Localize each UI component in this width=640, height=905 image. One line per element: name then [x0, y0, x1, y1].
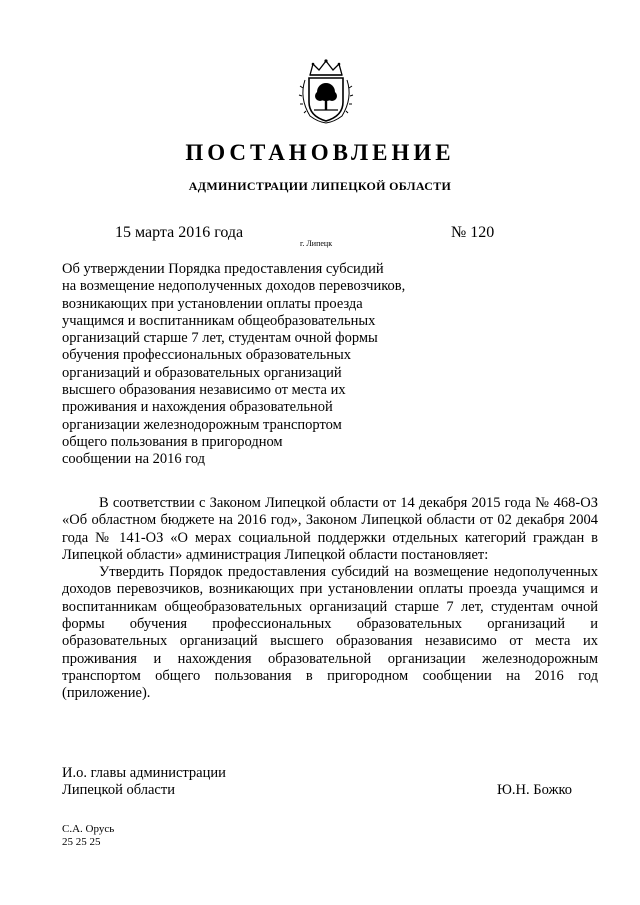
subject-line: организаций старше 7 лет, студентам очной формы	[62, 330, 378, 347]
signatory-position-line1: И.о. главы администрации	[62, 765, 226, 781]
subject-line: проживания и нахождения образовательной	[62, 399, 333, 416]
document-date: 15 марта 2016 года	[115, 224, 244, 241]
subject-line: сообщении на 2016 год	[62, 451, 206, 468]
document-subject	[62, 261, 442, 469]
subject-line: организации железнодорожным транспортом	[62, 416, 342, 433]
document-city: г. Липецк	[300, 239, 333, 248]
executor-block	[62, 823, 114, 849]
executor-name: С.А. Орусь	[62, 823, 115, 835]
issuing-authority: АДМИНИСТРАЦИИ ЛИПЕЦКОЙ ОБЛАСТИ	[188, 179, 452, 193]
signatory-name: Ю.Н. Божко	[497, 782, 573, 798]
signatory-position-line2: Липецкой области	[62, 782, 175, 798]
resolution-paragraph: Утвердить Порядок предоставления субсидий на возмещение недополученных доходов перевозчиков, возникающих при установлении оплаты проезда учащимся и воспитанникам общеобразовательных организаций старше 7 лет, студентам очной формы обучения профессиональных образовательных организаций и образовательных организаций высшего образования независимо от места их проживания и нахождения образовательной организации железнодорожным транспортом общего пользования в пригородном сообщении на 2016 год (приложение).	[62, 564, 598, 702]
subject-line: высшего образования независимо от места их	[62, 382, 346, 399]
executor-phone: 25 25 25	[62, 836, 101, 848]
subject-line: на возмещение недополученных доходов перевозчиков,	[62, 278, 406, 295]
document-body	[62, 495, 598, 703]
coat-of-arms-icon	[296, 58, 356, 124]
subject-line: организаций и образовательных организаций	[62, 364, 342, 381]
subject-line: учащимся и воспитанникам общеобразовательных	[62, 312, 376, 329]
document-title: ПОСТАНОВЛЕНИЕ	[185, 140, 455, 165]
preamble-paragraph: В соответствии с Законом Липецкой области от 14 декабря 2015 года № 468-ОЗ «Об областном бюджете на 2016 год», Законом Липецкой области от 02 декабря 2004 года № 141-ОЗ «О мерах социальной поддержки отдельных категорий граждан в Липецкой области» администрация Липецкой области постановляет:	[62, 495, 598, 563]
subject-line: общего пользования в пригородном	[62, 433, 283, 450]
subject-line: Об утверждении Порядка предоставления субсидий	[62, 261, 384, 277]
document-number: № 120	[451, 224, 495, 241]
subject-line: возникающих при установлении оплаты проезда	[62, 295, 363, 312]
subject-line: обучения профессиональных образовательных	[62, 347, 352, 364]
